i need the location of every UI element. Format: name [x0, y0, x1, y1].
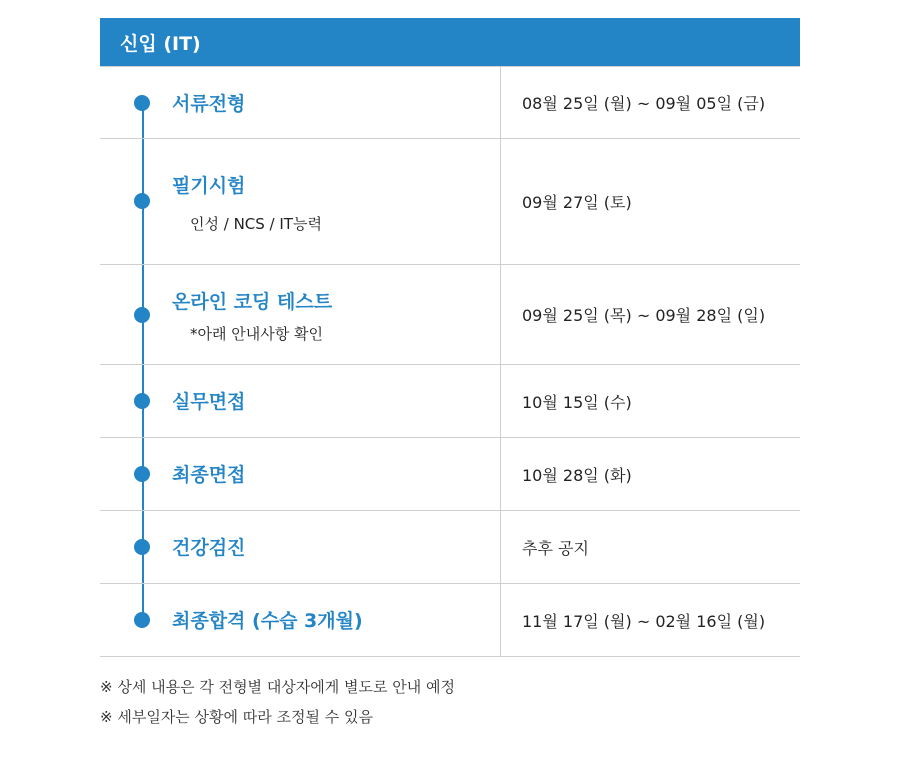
- step-date: 추후 공지: [500, 511, 800, 583]
- schedule-panel: [100, 18, 800, 657]
- section-header: [100, 18, 800, 66]
- schedule-table: [100, 66, 800, 657]
- schedule-row: [100, 264, 800, 364]
- timeline-dot: [134, 612, 150, 628]
- step-date: 11월 17일 (월) ~ 02월 16일 (월): [500, 584, 800, 656]
- timeline-dot: [134, 539, 150, 555]
- step-cell: [100, 139, 500, 264]
- step-date: 10월 15일 (수): [500, 365, 800, 437]
- step-title: 서류전형: [172, 93, 246, 115]
- schedule-row: [100, 66, 800, 138]
- step-subtitle: 인성 / NCS / IT능력: [190, 215, 322, 233]
- step-cell: [100, 511, 500, 583]
- schedule-row: [100, 364, 800, 437]
- step-title: 건강검진: [172, 537, 246, 559]
- step-date: 08월 25일 (월) ~ 09월 05일 (금): [500, 67, 800, 138]
- step-date: 09월 27일 (토): [500, 139, 800, 264]
- step-date: 09월 25일 (목) ~ 09월 28일 (일): [500, 265, 800, 364]
- timeline-dot: [134, 193, 150, 209]
- note-item: ※ 상세 내용은 각 전형별 대상자에게 별도로 안내 예정: [100, 678, 456, 696]
- step-title: 최종면접: [172, 464, 246, 486]
- timeline-dot: [134, 393, 150, 409]
- schedule-row: [100, 510, 800, 583]
- step-title: 필기시험: [172, 175, 246, 197]
- step-title: 실무면접: [172, 391, 246, 413]
- notes: [100, 676, 455, 736]
- step-cell: [100, 365, 500, 437]
- step-date: 10월 28일 (화): [500, 438, 800, 510]
- schedule-row: [100, 583, 800, 656]
- step-title: 최종합격 (수습 3개월): [172, 610, 363, 632]
- step-subtitle: *아래 안내사항 확인: [190, 325, 323, 343]
- timeline-dot: [134, 95, 150, 111]
- section-title: 신입 (IT): [120, 32, 201, 55]
- step-cell: [100, 584, 500, 656]
- timeline-dot: [134, 307, 150, 323]
- step-cell: [100, 438, 500, 510]
- timeline-dot: [134, 466, 150, 482]
- step-cell: [100, 67, 500, 138]
- step-title: 온라인 코딩 테스트: [172, 291, 333, 313]
- schedule-row: [100, 138, 800, 264]
- note-item: ※ 세부일자는 상황에 따라 조정될 수 있음: [100, 708, 374, 726]
- step-cell: [100, 265, 500, 364]
- schedule-row: [100, 437, 800, 510]
